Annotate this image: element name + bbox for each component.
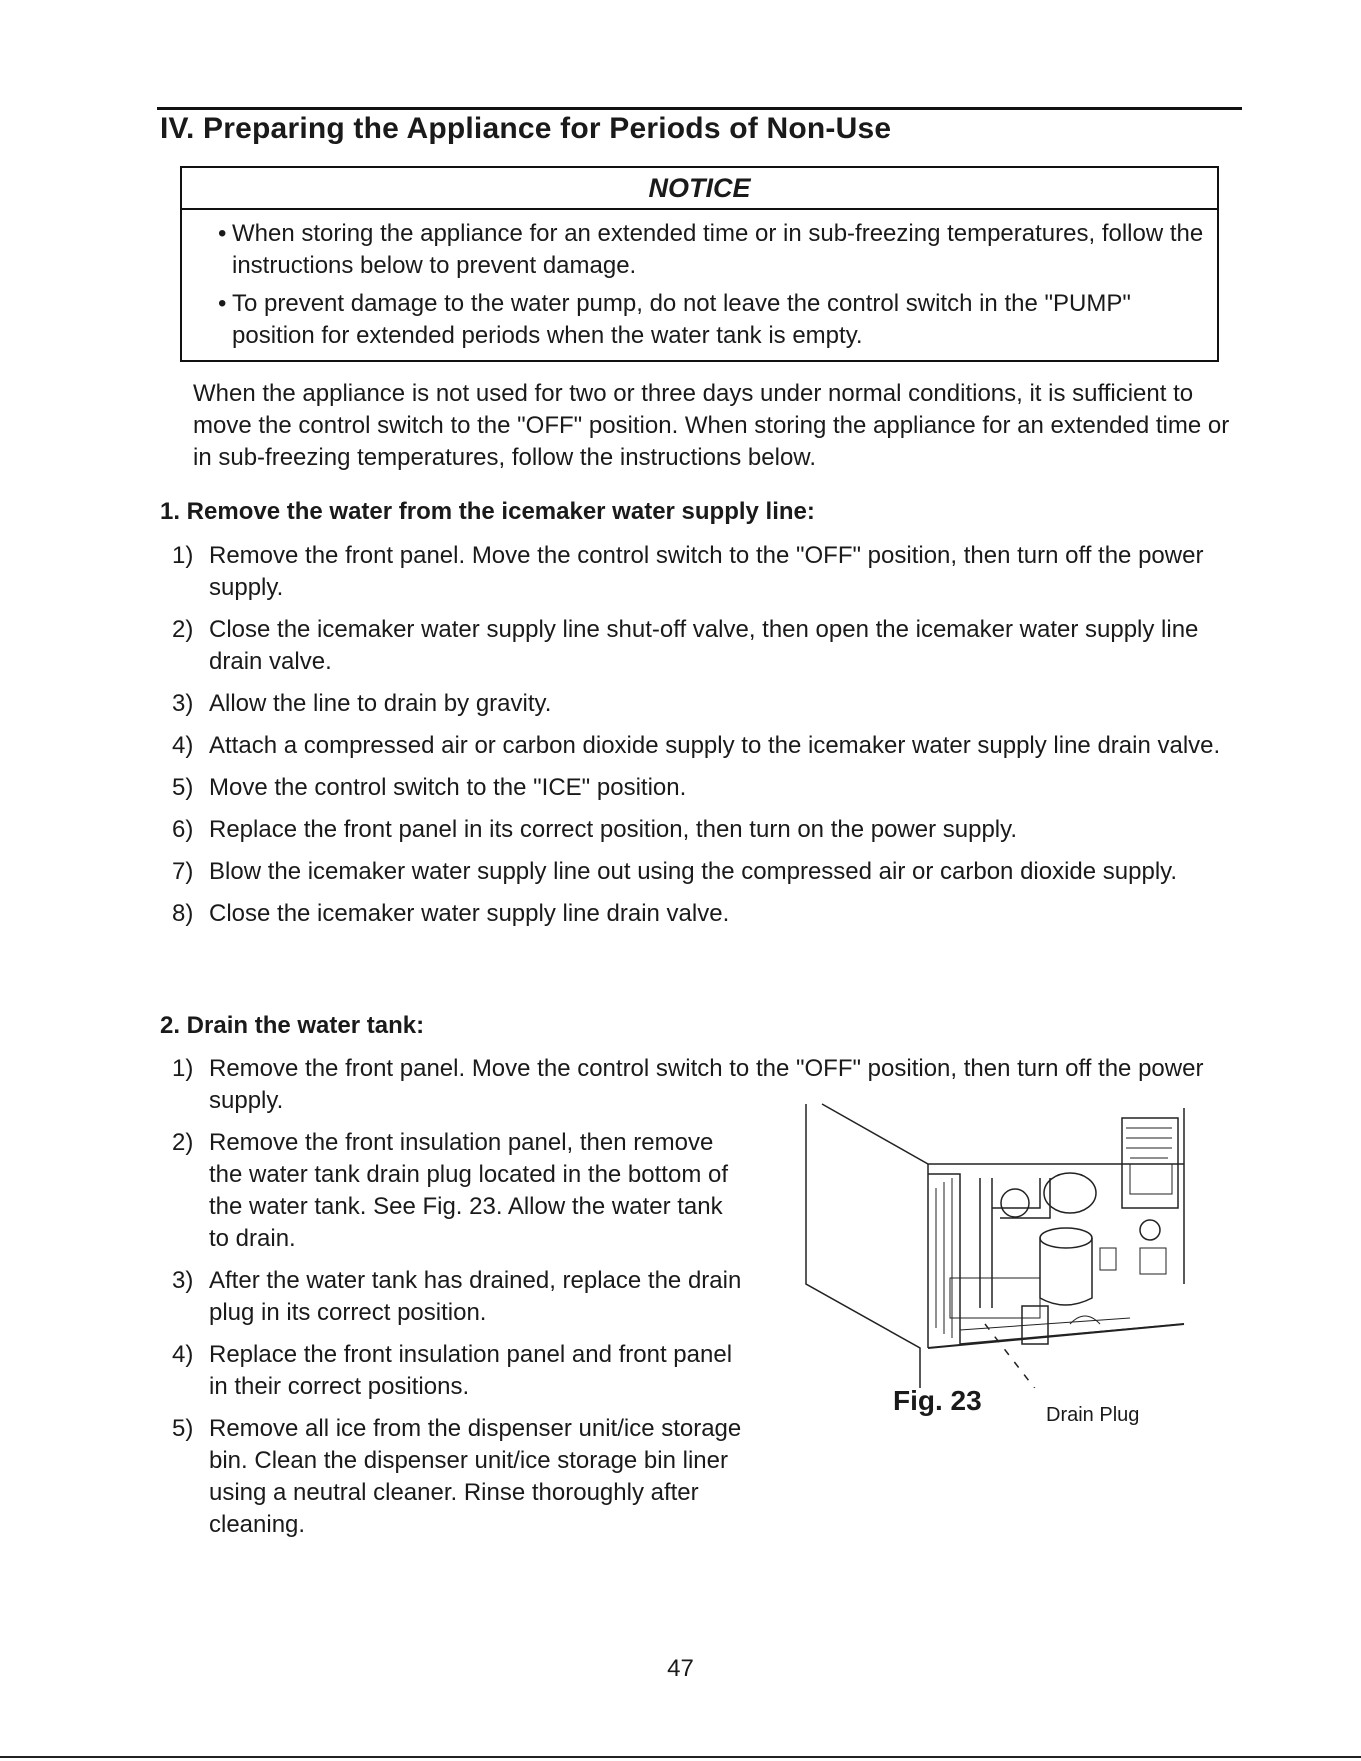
- list-item: 3) Allow the line to drain by gravity.: [172, 690, 552, 717]
- bottom-rule: [0, 1756, 1361, 1758]
- bullet-icon: •: [218, 290, 227, 317]
- list-item: 3) After the water tank has drained, replace the drain plug in its correct position.: [172, 1267, 742, 1326]
- list-item: 4) Replace the front insulation panel and front panel in their correct positions.: [172, 1341, 733, 1400]
- figure-label: Fig. 23: [893, 1385, 982, 1416]
- section1-heading: 1. Remove the water from the icemaker water supply line:: [160, 498, 815, 525]
- list-item: 6) Replace the front panel in its correct position, then turn on the power supply.: [172, 816, 1018, 843]
- notice-item: • To prevent damage to the water pump, do not leave the control switch in the "PUMP" position for extended periods when the water tank is empty.: [218, 290, 1131, 349]
- notice-list: [182, 210, 1217, 352]
- notice-box: [180, 166, 1219, 362]
- list-item: 7) Blow the icemaker water supply line out using the compressed air or carbon dioxide supply.: [172, 858, 1178, 885]
- section2-heading: 2. Drain the water tank:: [160, 1012, 425, 1039]
- bullet-icon: •: [218, 220, 227, 247]
- section1-steps: [172, 540, 1252, 940]
- section-title: IV. Preparing the Appliance for Periods of Non-Use: [160, 112, 892, 145]
- icemaker-illustration: [800, 1098, 1200, 1388]
- list-item: 1) Remove the front panel. Move the control switch to the "OFF" position, then turn off the power supply.: [172, 542, 1204, 601]
- list-item: 1) Remove the front panel. Move the control switch to the "OFF" position, then turn off the power supply.: [172, 1055, 1204, 1114]
- list-item: 8) Close the icemaker water supply line drain valve.: [172, 900, 730, 927]
- top-rule: [157, 107, 1242, 110]
- list-item: 2) Remove the front insulation panel, then remove the water tank drain plug located in the bottom of the water tank. See Fig. 23. Allow the water tank to drain.: [172, 1129, 728, 1252]
- notice-heading: NOTICE: [182, 168, 1217, 210]
- list-item: 4) Attach a compressed air or carbon dioxide supply to the icemaker water supply line drain valve.: [172, 732, 1221, 759]
- list-item: 5) Remove all ice from the dispenser unit/ice storage bin. Clean the dispenser unit/ice storage bin liner using a neutral cleaner. Rinse thoroughly after cleaning.: [172, 1415, 742, 1538]
- drain-plug-callout: Drain Plug: [1046, 1404, 1140, 1426]
- notice-item: • When storing the appliance for an extended time or in sub-freezing temperatures, follow the instructions below to prevent damage.: [218, 220, 1204, 279]
- intro-paragraph: When the appliance is not used for two or three days under normal conditions, it is sufficient to move the control switch to the "OFF" position. When storing the appliance for an extended time or in sub-freezing temperatures, follow the instructions below.: [193, 380, 1230, 471]
- list-item: 5) Move the control switch to the "ICE" position.: [172, 774, 687, 801]
- list-item: 2) Close the icemaker water supply line shut-off valve, then open the icemaker water supply line drain valve.: [172, 616, 1199, 675]
- page-number: 47: [667, 1655, 694, 1682]
